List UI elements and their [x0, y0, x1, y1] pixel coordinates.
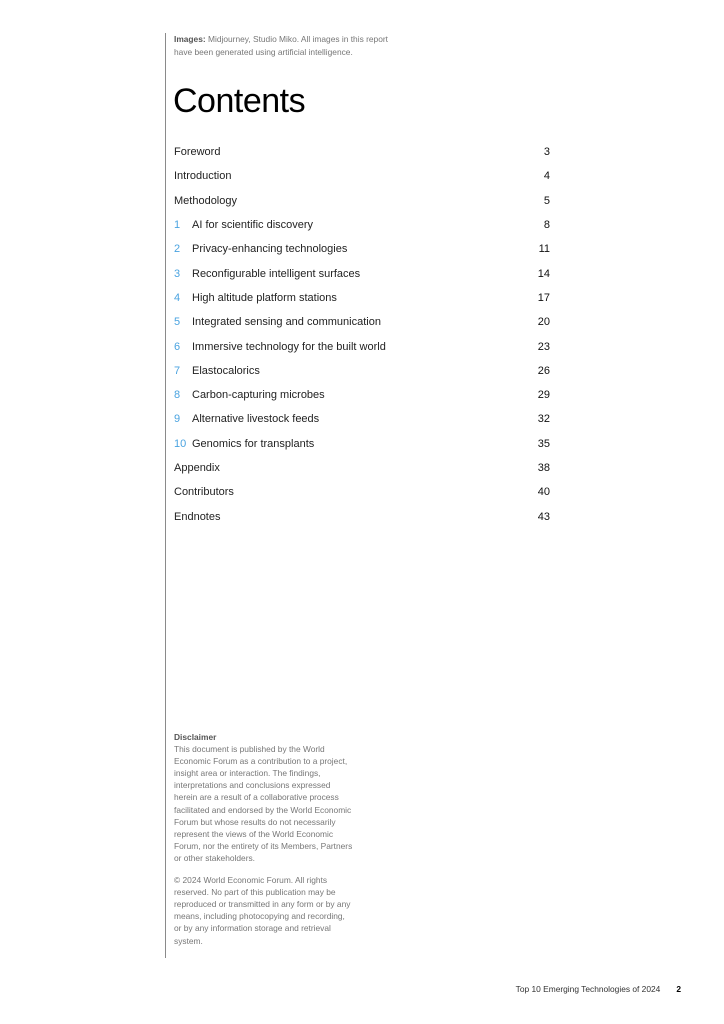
- toc-entry-page: 20: [537, 316, 550, 329]
- footer-report-title: Top 10 Emerging Technologies of 2024: [515, 984, 661, 994]
- toc-entry-page: 23: [537, 340, 550, 353]
- toc-entry-label: Reconfigurable intelligent surfaces: [192, 267, 361, 280]
- vertical-rule: [165, 33, 166, 958]
- toc-entry[interactable]: [174, 456, 550, 480]
- table-of-contents: [174, 140, 550, 529]
- toc-entry[interactable]: [174, 407, 550, 431]
- toc-entry[interactable]: [174, 310, 550, 334]
- toc-entry[interactable]: [174, 261, 550, 285]
- toc-entry-label: High altitude platform stations: [192, 291, 337, 304]
- toc-entry[interactable]: [174, 164, 550, 188]
- toc-entry-label: Introduction: [174, 170, 232, 183]
- toc-entry[interactable]: [174, 334, 550, 358]
- toc-entry-label: Contributors: [174, 486, 234, 499]
- toc-entry-number: 8: [174, 389, 181, 402]
- disclaimer: [174, 731, 354, 947]
- toc-entry-label: Immersive technology for the built world: [192, 340, 386, 353]
- toc-entry-page: 14: [537, 267, 550, 280]
- toc-entry-number: 5: [174, 316, 181, 329]
- toc-entry-label: Elastocalorics: [192, 364, 260, 377]
- toc-entry-page: 4: [543, 170, 550, 183]
- toc-entry-label: Genomics for transplants: [192, 437, 315, 450]
- toc-entry-number: 2: [174, 243, 181, 256]
- toc-entry-label: Methodology: [174, 194, 237, 207]
- toc-entry-label: Carbon-capturing microbes: [192, 389, 325, 402]
- toc-entry-label: Alternative livestock feeds: [192, 413, 320, 426]
- toc-entry[interactable]: [174, 432, 550, 456]
- toc-entry[interactable]: [174, 480, 550, 504]
- toc-entry[interactable]: [174, 189, 550, 213]
- toc-entry-label: Privacy-enhancing technologies: [192, 243, 348, 256]
- toc-entry-number: 4: [174, 291, 181, 304]
- toc-entry-number: 1: [174, 219, 181, 232]
- toc-entry-label: Integrated sensing and communication: [192, 316, 381, 329]
- disclaimer-heading: Disclaimer: [174, 732, 217, 742]
- toc-entry-page: 38: [537, 462, 550, 474]
- footer-page-number: 2: [676, 984, 681, 994]
- image-credits-label: Images:: [174, 34, 206, 44]
- toc-entry[interactable]: [174, 140, 550, 164]
- toc-entry[interactable]: [174, 213, 550, 237]
- toc-entry-page: 29: [537, 389, 550, 402]
- toc-entry-number: 9: [174, 413, 181, 426]
- toc-entry-page: 5: [543, 194, 550, 207]
- toc-entry-number: 6: [174, 340, 181, 353]
- image-credits: [174, 33, 404, 58]
- toc-entry-page: 8: [543, 219, 550, 232]
- toc-entry-page: 40: [537, 486, 550, 499]
- toc-entry-page: 35: [537, 437, 550, 450]
- page-title: Contents: [173, 82, 306, 120]
- toc-entry-label: AI for scientific discovery: [192, 219, 314, 232]
- toc-entry[interactable]: [174, 504, 550, 528]
- toc-entry-page: 26: [537, 364, 550, 377]
- toc-entry-label: Foreword: [174, 146, 221, 159]
- toc-entry-label: Appendix: [174, 462, 220, 474]
- toc-entry[interactable]: [174, 286, 550, 310]
- page-footer: [430, 984, 681, 994]
- toc-entry-number: 10: [174, 437, 187, 450]
- image-credits-text: Midjourney, Studio Miko. All images in this report have been generated using artificial intelligence.: [174, 34, 388, 57]
- toc-entry-page: 3: [543, 146, 550, 159]
- toc-entry-page: 11: [538, 243, 550, 256]
- toc-entry-number: 3: [174, 267, 181, 280]
- toc-entry-page: 17: [537, 291, 550, 304]
- toc-entry-page: 32: [537, 413, 550, 426]
- toc-entry-page: 43: [537, 510, 550, 523]
- toc-entry[interactable]: [174, 359, 550, 383]
- copyright-notice: © 2024 World Economic Forum. All rights reserved. No part of this publication may be reproduced or transmitted in any form or by any means, including photocopying and recording, or by any information storage and retrieval system.: [174, 875, 351, 946]
- toc-entry[interactable]: [174, 383, 550, 407]
- toc-entry[interactable]: [174, 237, 550, 261]
- disclaimer-body: This document is published by the World Economic Forum as a contribution to a project, insight area or interaction. The findings, interpretations and conclusions expressed herein are a result of a collaborative process facilitated and endorsed by the World Economic Forum but whose results do not necessarily represent the views of the World Economic Forum, nor the entirety of its Members, Partners or other stakeholders.: [174, 744, 353, 863]
- toc-entry-number: 7: [174, 364, 181, 377]
- toc-entry-label: Endnotes: [174, 510, 221, 523]
